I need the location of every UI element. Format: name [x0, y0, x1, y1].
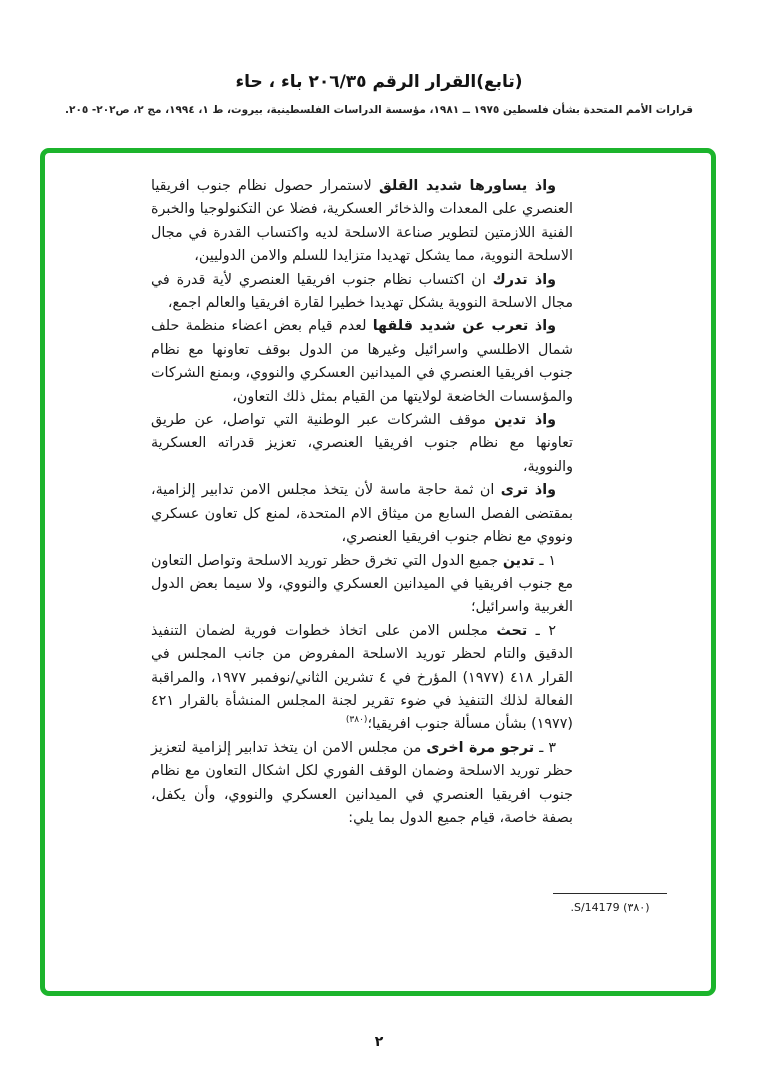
paragraph-number: ٢ ـ: [527, 622, 556, 639]
paragraph-text: من مجلس الامن ان يتخذ تدابير إلزامية لتعزيز حظر توريد الاسلحة وضمان الوقف الفوري لكل اشكال التعاون مع نظام جنوب افريقيا العنصري في الميدانين العسكري والنووي، وأن يكفل، بصفة خاصة، قيام جميع الدول بما يلي:: [151, 739, 573, 826]
paragraph-text: ان ثمة حاجة ماسة لأن يتخذ مجلس الامن تدابير إلزامية، بمقتضى الفصل السابع من ميثاق الام المتحدة، لمنع كل تعاون عسكري ونووي مع نظام جنوب افريقيا العنصري،: [151, 482, 573, 546]
paragraph-number: ١ ـ: [534, 552, 556, 569]
document-body: [151, 175, 573, 830]
document-frame: [40, 148, 716, 996]
paragraph-lead: واذ ترى: [500, 482, 557, 499]
paragraph-text: مجلس الامن على اتخاذ خطوات فورية لضمان التنفيذ الدقيق والتام لحظر توريد الاسلحة المفروض من جانب المجلس في القرار ٤١٨ (١٩٧٧) المؤرخ في ٤ تشرين الثاني/نوفمبر ١٩٧٧، والمراقبة الفعالة لذلك التنفيذ في ضوء تقرير لجنة المجلس المنشأة بالقرار ٤٢١ (١٩٧٧) بشأن مسألة جنوب افريقيا؛: [151, 622, 574, 733]
document-paragraph: [151, 479, 573, 549]
paragraph-lead: واذ تعرب عن شديد قلقها: [372, 318, 557, 335]
page-title: (تابع)القرار الرقم ٢٠٦/٣٥ باء ، حاء: [235, 72, 523, 92]
document-paragraph: [151, 550, 573, 620]
paragraph-lead: تحث: [496, 622, 528, 639]
document-paragraph: [151, 737, 573, 831]
paragraph-text: موقف الشركات عبر الوطنية التي تواصل، عن طريق تعاونها مع نظام جنوب افريقيا العنصري، تعزيز قدراته العسكرية والنووية،: [151, 412, 573, 475]
document-paragraph: [151, 315, 573, 409]
footnote: [553, 893, 667, 914]
document-paragraph: [151, 175, 573, 269]
paragraph-text: لاستمرار حصول نظام جنوب افريقيا العنصري على المعدات والذخائر العسكرية، فضلا عن التكنولوجيا والخبرة الفنية اللازمتين لتطوير صناعة الاسلحة لديه واكتساب القدرة في مجال الاسلحة النووية، مما يشكل تهديدا متزايدا للسلم والامن الدوليين،: [151, 178, 573, 265]
footnote-text: S/14179.: [570, 901, 620, 914]
paragraph-text: لعدم قيام بعض اعضاء منظمة حلف شمال الاطلسي واسرائيل وغيرها من الدول بوقف تعاونها مع نظام جنوب افريقيا العنصري في الميدانين العسكري والنووي، وبمنع الشركات والمؤسسات الخاضعة لولايتها من القيام بمثل ذلك التعاون،: [151, 318, 573, 405]
document-paragraph: [151, 409, 573, 479]
document-paragraph: [151, 620, 573, 737]
paragraph-lead: تدين: [502, 552, 535, 569]
paragraph-lead: واذ تدرك: [492, 271, 556, 288]
paragraph-text: جميع الدول التي تخرق حظر توريد الاسلحة وتواصل التعاون مع جنوب افريقيا في الميدانين العسكري والنووي، ولا سيما بعض الدول الغربية واسرائيل؛: [151, 552, 573, 616]
page-number: ٢: [374, 1034, 384, 1050]
paragraph-lead: واذ تدين: [494, 412, 556, 429]
paragraph-number: ٣ ـ: [534, 739, 556, 756]
footnote-reference: (٣٨٠): [345, 715, 368, 726]
paragraph-text: ان اكتساب نظام جنوب افريقيا العنصري لأية قدرة في مجال الاسلحة النووية يشكل تهديدا خطيرا لقارة افريقيا والعالم اجمع،: [151, 271, 573, 312]
document-paragraph: [151, 269, 573, 316]
footnote-marker: (٣٨٠): [623, 901, 650, 914]
source-citation: قرارات الأمم المتحدة بشأن فلسطين ١٩٧٥ ــ ١٩٨١، مؤسسة الدراسات الفلسطينية، بيروت، ط ١، ١٩٩٤، مج ٢، ص٢٠٢- ٢٠٥.: [65, 104, 693, 116]
paragraph-lead: واذ يساورها شديد القلق: [379, 178, 556, 194]
paragraph-lead: ترجو مرة اخرى: [426, 739, 535, 756]
